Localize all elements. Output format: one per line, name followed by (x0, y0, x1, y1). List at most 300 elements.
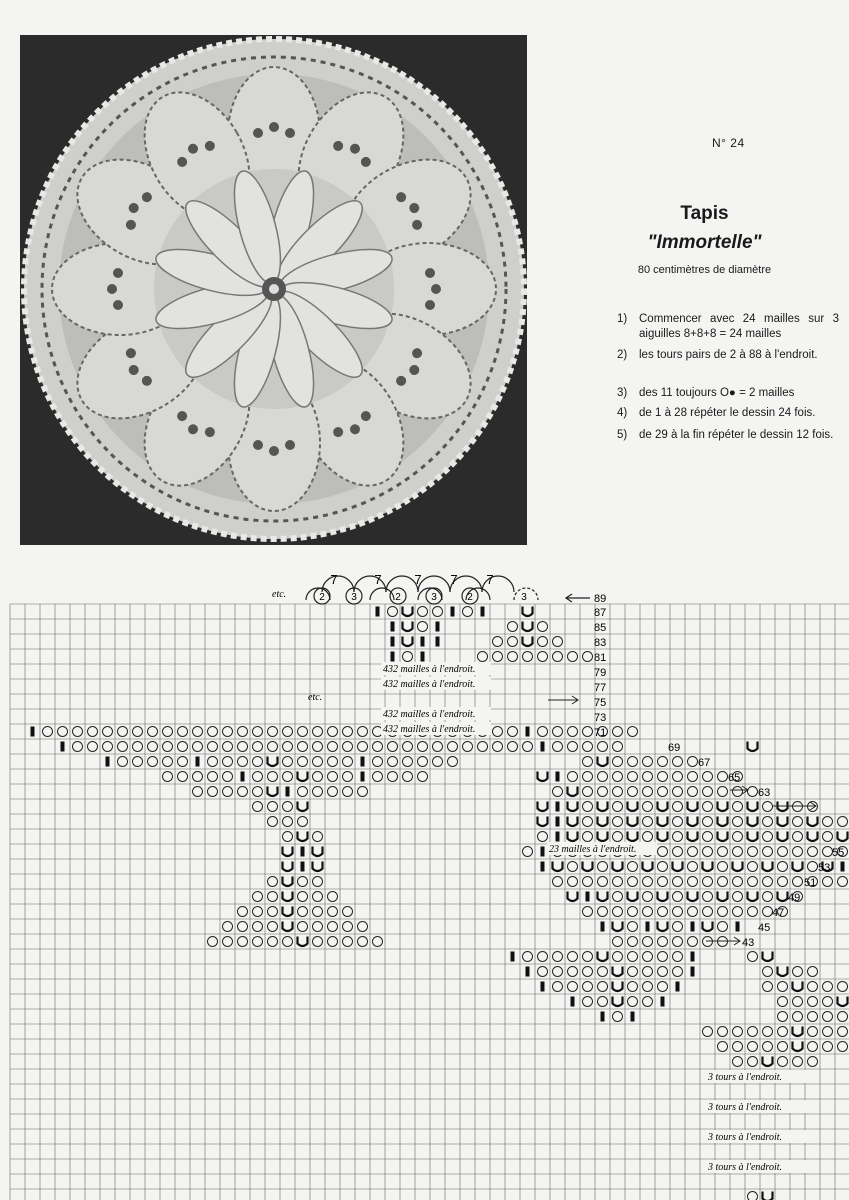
circle-label: 2 (395, 592, 401, 603)
yarn-over-symbol (253, 742, 263, 752)
instruction-1 (617, 312, 839, 342)
yarn-over-symbol (223, 742, 233, 752)
yarn-over-symbol (193, 742, 203, 752)
yarn-over-symbol (328, 772, 338, 782)
yarn-over-symbol (598, 772, 608, 782)
decrease-symbol (538, 802, 548, 812)
yarn-over-symbol (673, 847, 683, 857)
yarn-over-symbol (748, 952, 758, 962)
knit-symbol (586, 892, 590, 902)
circle-label: 2 (319, 592, 325, 603)
yarn-over-symbol (223, 922, 233, 932)
yarn-over-symbol (793, 997, 803, 1007)
row-number: 45 (758, 922, 771, 934)
instruction-number: 4) (617, 407, 628, 419)
yarn-over-symbol (613, 952, 623, 962)
yarn-over-symbol (253, 922, 263, 932)
yarn-over-symbol (673, 832, 683, 842)
yarn-over-symbol (628, 922, 638, 932)
chart-notes (308, 662, 816, 1173)
yarn-over-symbol (553, 982, 563, 992)
knit-symbol (541, 982, 545, 992)
yarn-over-symbol (838, 1042, 848, 1052)
row-number: 83 (594, 637, 607, 649)
arc-label: 7 (330, 572, 338, 587)
yarn-over-symbol (283, 727, 293, 737)
yarn-over-symbol (748, 1057, 758, 1067)
decrease-symbol (598, 802, 608, 812)
yarn-over-symbol (583, 802, 593, 812)
row-number: 79 (594, 667, 607, 679)
yarn-over-symbol (703, 1027, 713, 1037)
yarn-over-symbol (823, 1042, 833, 1052)
decrease-symbol (523, 607, 533, 617)
knit-symbol (106, 757, 110, 767)
decrease-symbol (778, 817, 788, 827)
yarn-over-symbol (178, 742, 188, 752)
yarn-over-symbol (598, 967, 608, 977)
decrease-symbol (523, 622, 533, 632)
yarn-over-symbol (733, 802, 743, 812)
instruction-5 (617, 428, 839, 443)
decrease-symbol (613, 997, 623, 1007)
yarn-over-symbol (628, 952, 638, 962)
yarn-over-symbol (583, 742, 593, 752)
yarn-over-symbol (343, 922, 353, 932)
yarn-over-symbol (613, 832, 623, 842)
yarn-over-symbol (658, 967, 668, 977)
yarn-over-symbol (763, 907, 773, 917)
knit-symbol (526, 727, 530, 737)
knit-symbol (526, 967, 530, 977)
yarn-over-symbol (298, 817, 308, 827)
yarn-over-symbol (733, 892, 743, 902)
yarn-over-symbol (793, 1012, 803, 1022)
yarn-over-symbol (238, 907, 248, 917)
decrease-symbol (688, 802, 698, 812)
yarn-over-symbol (628, 907, 638, 917)
yarn-over-symbol (298, 877, 308, 887)
decrease-symbol (808, 817, 818, 827)
knit-symbol (676, 982, 680, 992)
row-number: 89 (594, 593, 607, 605)
yarn-over-symbol (328, 937, 338, 947)
yarn-over-symbol (493, 742, 503, 752)
decrease-symbol (748, 802, 758, 812)
row-number: 63 (758, 787, 771, 799)
knit-symbol (391, 637, 395, 647)
knit-symbol (841, 862, 845, 872)
decrease-symbol (283, 907, 293, 917)
yarn-over-symbol (748, 862, 758, 872)
yarn-over-symbol (403, 652, 413, 662)
yarn-over-symbol (283, 832, 293, 842)
yarn-over-symbol (328, 922, 338, 932)
yarn-over-symbol (313, 937, 323, 947)
instruction-text: de 1 à 28 répéter le dessin 24 fois. (639, 407, 816, 419)
yarn-over-symbol (223, 757, 233, 767)
yarn-over-symbol (283, 757, 293, 767)
knit-symbol (196, 757, 200, 767)
yarn-over-symbol (553, 742, 563, 752)
yarn-over-symbol (208, 727, 218, 737)
knit-symbol (601, 1012, 605, 1022)
instruction-text: de 29 à la fin répéter le dessin 12 fois. (639, 429, 834, 441)
yarn-over-symbol (628, 877, 638, 887)
yarn-over-symbol (733, 847, 743, 857)
yarn-over-symbol (313, 742, 323, 752)
yarn-over-symbol (718, 862, 728, 872)
decrease-symbol (763, 952, 773, 962)
yarn-over-symbol (823, 982, 833, 992)
decrease-symbol (613, 967, 623, 977)
yarn-over-symbol (298, 892, 308, 902)
yarn-over-symbol (688, 937, 698, 947)
decrease-symbol (763, 1192, 773, 1200)
decrease-symbol (598, 892, 608, 902)
knit-symbol (376, 607, 380, 617)
yarn-over-symbol (673, 907, 683, 917)
yarn-over-symbol (733, 1057, 743, 1067)
yarn-over-symbol (628, 727, 638, 737)
yarn-over-symbol (838, 1012, 848, 1022)
yarn-over-symbol (793, 877, 803, 887)
yarn-over-symbol (523, 742, 533, 752)
yarn-over-symbol (718, 877, 728, 887)
instruction-text: les tours pairs de 2 à 88 à l'endroit. (639, 349, 818, 361)
yarn-over-symbol (703, 787, 713, 797)
yarn-over-symbol (343, 772, 353, 782)
yarn-over-symbol (823, 832, 833, 842)
decrease-symbol (298, 937, 308, 947)
yarn-over-symbol (658, 772, 668, 782)
arc-label: 7 (374, 572, 382, 587)
decrease-symbol (613, 922, 623, 932)
yarn-over-symbol (448, 742, 458, 752)
yarn-over-symbol (298, 922, 308, 932)
row-number: 51 (804, 877, 817, 889)
decrease-symbol (283, 877, 293, 887)
decrease-symbol (628, 832, 638, 842)
yarn-over-symbol (253, 802, 263, 812)
yarn-over-symbol (748, 787, 758, 797)
yarn-over-symbol (583, 772, 593, 782)
decrease-symbol (718, 832, 728, 842)
yarn-over-symbol (313, 922, 323, 932)
yarn-over-symbol (238, 757, 248, 767)
yarn-over-symbol (718, 1027, 728, 1037)
yarn-over-symbol (388, 757, 398, 767)
chart-note: etc. (308, 692, 323, 703)
decrease-symbol (658, 892, 668, 902)
yarn-over-symbol (388, 607, 398, 617)
yarn-over-symbol (583, 757, 593, 767)
row-number: 71 (594, 727, 607, 739)
yarn-over-symbol (328, 907, 338, 917)
knit-symbol (421, 652, 425, 662)
decrease-symbol (718, 802, 728, 812)
decrease-symbol (598, 757, 608, 767)
row-number: 67 (698, 757, 711, 769)
yarn-over-symbol (808, 982, 818, 992)
yarn-over-symbol (763, 847, 773, 857)
yarn-over-symbol (343, 907, 353, 917)
yarn-over-symbol (568, 952, 578, 962)
instruction-number: 2) (617, 349, 628, 361)
yarn-over-symbol (823, 877, 833, 887)
yarn-over-symbol (328, 892, 338, 902)
yarn-over-symbol (703, 847, 713, 857)
yarn-over-symbol (763, 802, 773, 812)
yarn-over-symbol (538, 967, 548, 977)
yarn-over-symbol (328, 757, 338, 767)
yarn-over-symbol (133, 742, 143, 752)
subtitle: 80 centimètres de diamètre (637, 264, 772, 276)
yarn-over-symbol (838, 817, 848, 827)
yarn-over-symbol (733, 907, 743, 917)
knit-symbol (61, 742, 65, 752)
yarn-over-symbol (793, 1057, 803, 1067)
yarn-over-symbol (763, 817, 773, 827)
yarn-over-symbol (238, 742, 248, 752)
row-number: 53 (818, 862, 831, 874)
decrease-symbol (658, 817, 668, 827)
yarn-over-symbol (583, 727, 593, 737)
decrease-symbol (283, 862, 293, 872)
yarn-over-symbol (658, 862, 668, 872)
yarn-over-symbol (733, 877, 743, 887)
yarn-over-symbol (418, 772, 428, 782)
knit-symbol (661, 997, 665, 1007)
yarn-over-symbol (673, 922, 683, 932)
knit-symbol (556, 832, 560, 842)
yarn-over-symbol (508, 652, 518, 662)
decrease-symbol (598, 952, 608, 962)
yarn-over-symbol (778, 997, 788, 1007)
decrease-symbol (313, 847, 323, 857)
yarn-over-symbol (838, 877, 848, 887)
decrease-symbol (688, 892, 698, 902)
decrease-symbol (703, 862, 713, 872)
yarn-over-symbol (778, 1057, 788, 1067)
row-number: 87 (594, 607, 607, 619)
yarn-over-symbol (613, 877, 623, 887)
yarn-over-symbol (643, 892, 653, 902)
decrease-symbol (673, 862, 683, 872)
knit-symbol (241, 772, 245, 782)
yarn-over-symbol (823, 847, 833, 857)
yarn-over-symbol (583, 832, 593, 842)
yarn-over-symbol (628, 937, 638, 947)
yarn-over-symbol (508, 727, 518, 737)
yarn-over-symbol (493, 637, 503, 647)
yarn-over-symbol (283, 937, 293, 947)
yarn-over-symbol (433, 607, 443, 617)
yarn-over-symbol (553, 952, 563, 962)
yarn-over-symbol (808, 862, 818, 872)
knit-symbol (301, 847, 305, 857)
yarn-over-symbol (688, 907, 698, 917)
yarn-over-symbol (583, 652, 593, 662)
yarn-over-symbol (343, 757, 353, 767)
decrease-symbol (568, 817, 578, 827)
yarn-over-symbol (268, 907, 278, 917)
yarn-over-symbol (193, 772, 203, 782)
yarn-over-symbol (238, 937, 248, 947)
yarn-over-symbol (658, 952, 668, 962)
yarn-over-symbol (238, 787, 248, 797)
yarn-over-symbol (838, 1027, 848, 1037)
yarn-over-symbol (673, 937, 683, 947)
yarn-over-symbol (298, 757, 308, 767)
instruction-3 (617, 386, 839, 401)
yarn-over-symbol (373, 757, 383, 767)
chart-note: 3 tours à l'endroit. (708, 1132, 782, 1143)
yarn-over-symbol (613, 907, 623, 917)
yarn-over-symbol (178, 727, 188, 737)
yarn-over-symbol (778, 1042, 788, 1052)
arc-label: 7 (450, 572, 458, 587)
decrease-symbol (793, 982, 803, 992)
knit-symbol (391, 622, 395, 632)
yarn-over-symbol (268, 922, 278, 932)
decrease-symbol (553, 862, 563, 872)
yarn-over-symbol (793, 817, 803, 827)
yarn-over-symbol (718, 907, 728, 917)
decrease-symbol (748, 817, 758, 827)
yarn-over-symbol (418, 757, 428, 767)
yarn-over-symbol (688, 757, 698, 767)
doily-photo (20, 35, 527, 545)
knit-symbol (421, 637, 425, 647)
yarn-over-symbol (253, 727, 263, 737)
yarn-over-symbol (583, 877, 593, 887)
instruction-text: des 11 toujours O● = 2 mailles (639, 387, 795, 399)
knit-symbol (436, 622, 440, 632)
yarn-over-symbol (763, 1042, 773, 1052)
yarn-over-symbol (298, 907, 308, 917)
circle-label: 3 (521, 592, 527, 603)
yarn-over-symbol (433, 757, 443, 767)
yarn-over-symbol (703, 817, 713, 827)
yarn-over-symbol (223, 937, 233, 947)
yarn-over-symbol (703, 892, 713, 902)
pattern-number: N° 24 (712, 136, 745, 150)
title-name: "Immortelle" (647, 232, 762, 253)
decrease-symbol (658, 802, 668, 812)
yarn-over-symbol (253, 772, 263, 782)
yarn-over-symbol (733, 817, 743, 827)
yarn-over-symbol (268, 727, 278, 737)
arc-label: 7 (414, 572, 422, 587)
decrease-symbol (283, 892, 293, 902)
yarn-over-symbol (478, 742, 488, 752)
yarn-over-symbol (628, 997, 638, 1007)
yarn-over-symbol (808, 1012, 818, 1022)
yarn-over-symbol (598, 862, 608, 872)
yarn-over-symbol (253, 907, 263, 917)
decrease-symbol (598, 832, 608, 842)
yarn-over-symbol (598, 907, 608, 917)
knit-symbol (556, 817, 560, 827)
yarn-over-symbol (643, 982, 653, 992)
yarn-over-symbol (613, 937, 623, 947)
doily-illustration (20, 35, 527, 545)
knit-symbol (571, 997, 575, 1007)
yarn-over-symbol (673, 787, 683, 797)
row-number: 77 (594, 682, 607, 694)
decrease-symbol (298, 802, 308, 812)
row-number: 55 (832, 847, 845, 859)
yarn-over-symbol (208, 787, 218, 797)
circle-label: 2 (467, 592, 473, 603)
yarn-over-symbol (268, 817, 278, 827)
yarn-over-symbol (718, 847, 728, 857)
yarn-over-symbol (658, 937, 668, 947)
yarn-over-symbol (328, 742, 338, 752)
yarn-over-symbol (328, 787, 338, 797)
yarn-over-symbol (748, 907, 758, 917)
yarn-over-symbol (223, 727, 233, 737)
yarn-over-symbol (673, 877, 683, 887)
yarn-over-symbol (268, 937, 278, 947)
decrease-symbol (643, 862, 653, 872)
decrease-symbol (538, 772, 548, 782)
knit-symbol (541, 742, 545, 752)
decrease-symbol (268, 787, 278, 797)
yarn-over-symbol (208, 937, 218, 947)
yarn-over-symbol (538, 622, 548, 632)
yarn-over-symbol (598, 982, 608, 992)
knit-symbol (436, 637, 440, 647)
yarn-over-symbol (838, 982, 848, 992)
yarn-over-symbol (433, 742, 443, 752)
knit-symbol (556, 772, 560, 782)
yarn-over-symbol (178, 772, 188, 782)
yarn-over-symbol (583, 907, 593, 917)
yarn-over-symbol (793, 847, 803, 857)
yarn-over-symbol (688, 862, 698, 872)
yarn-over-symbol (178, 757, 188, 767)
yarn-over-symbol (763, 1027, 773, 1037)
decrease-symbol (793, 1042, 803, 1052)
decrease-symbol (568, 892, 578, 902)
yarn-over-symbol (358, 937, 368, 947)
decrease-symbol (403, 622, 413, 632)
yarn-over-symbol (643, 757, 653, 767)
yarn-over-symbol (163, 742, 173, 752)
yarn-over-symbol (763, 967, 773, 977)
yarn-over-symbol (823, 1012, 833, 1022)
decrease-symbol (583, 862, 593, 872)
decrease-symbol (283, 847, 293, 857)
yarn-over-symbol (658, 757, 668, 767)
yarn-over-symbol (673, 802, 683, 812)
yarn-over-symbol (103, 742, 113, 752)
yarn-over-symbol (808, 1042, 818, 1052)
row-number: 69 (668, 742, 681, 754)
yarn-over-symbol (193, 727, 203, 737)
yarn-over-symbol (313, 907, 323, 917)
yarn-over-symbol (688, 787, 698, 797)
yarn-over-symbol (163, 727, 173, 737)
yarn-over-symbol (733, 1042, 743, 1052)
yarn-over-symbol (538, 652, 548, 662)
yarn-over-symbol (778, 982, 788, 992)
yarn-over-symbol (658, 847, 668, 857)
yarn-over-symbol (553, 652, 563, 662)
yarn-over-symbol (298, 787, 308, 797)
